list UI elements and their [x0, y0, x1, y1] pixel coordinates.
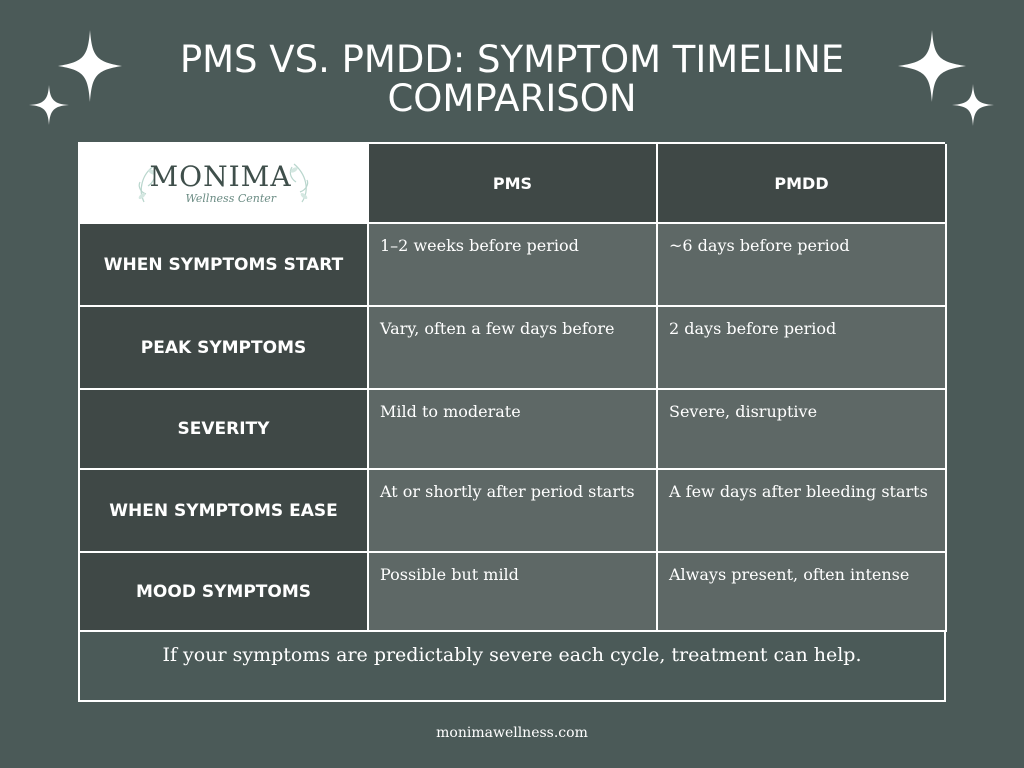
comparison-table	[78, 142, 945, 630]
row-label: PEAK SYMPTOMS	[80, 307, 369, 390]
pmdd-cell: ~6 days before period	[658, 224, 947, 307]
pmdd-cell: Always present, often intense	[658, 553, 947, 632]
logo	[134, 152, 314, 214]
sparkle-icon	[29, 85, 69, 125]
column-header-pms: PMS	[369, 144, 658, 224]
logo-name: MONIMA	[149, 160, 292, 193]
row-label: WHEN SYMPTOMS START	[80, 224, 369, 307]
pms-cell: 1–2 weeks before period	[369, 224, 658, 307]
pmdd-cell: A few days after bleeding starts	[658, 470, 947, 553]
pms-cell: At or shortly after period starts	[369, 470, 658, 553]
pmdd-cell: Severe, disruptive	[658, 390, 947, 470]
pms-cell: Vary, often a few days before	[369, 307, 658, 390]
website-footer: monimawellness.com	[436, 725, 588, 741]
row-label: WHEN SYMPTOMS EASE	[80, 470, 369, 553]
column-header-pmdd: PMDD	[658, 144, 947, 224]
treatment-note: If your symptoms are predictably severe each cycle, treatment can help.	[78, 630, 946, 702]
pms-cell: Mild to moderate	[369, 390, 658, 470]
sparkle-icon	[952, 84, 994, 126]
pmdd-cell: 2 days before period	[658, 307, 947, 390]
logo-subtitle: Wellness Center	[185, 192, 277, 205]
page-title: PMS VS. PMDD: SYMPTOM TIMELINE COMPARISON	[179, 38, 845, 120]
logo-cell	[80, 144, 369, 224]
row-label: SEVERITY	[80, 390, 369, 470]
row-label: MOOD SYMPTOMS	[80, 553, 369, 632]
pms-cell: Possible but mild	[369, 553, 658, 632]
